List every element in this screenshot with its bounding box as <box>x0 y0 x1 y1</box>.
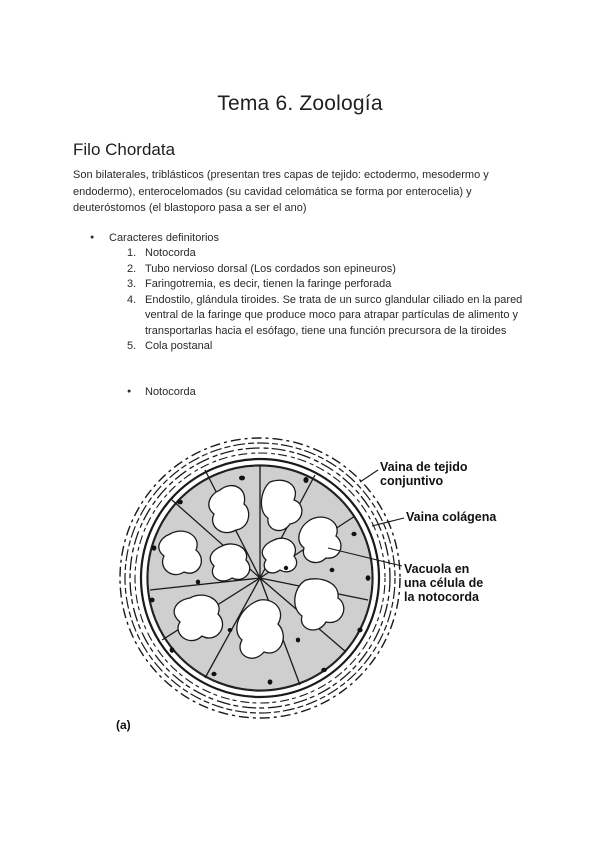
page-title: Tema 6. Zoología <box>217 92 383 115</box>
label-vacuole <box>404 562 483 604</box>
notocorda-bullet-text: Notocorda <box>145 386 196 398</box>
label-line: Vaina de tejido <box>380 460 468 474</box>
list-number: 1. <box>127 247 137 259</box>
characters-heading-text: Caracteres definitorios <box>109 232 220 244</box>
intro-paragraph: Son bilaterales, triblásticos (presentan tres capas de tejido: ectodermo, mesodermo y endodermo), enterocelomados (su cavidad celomática se forma por enterocelia) y deuteróstomos (el blastoporo pasa a ser el ano) <box>73 169 489 214</box>
characters-heading <box>73 230 543 246</box>
list-item <box>73 246 543 262</box>
list-text: Tubo nervioso dorsal (Los cordados son epineuros) <box>145 262 396 275</box>
label-line: Vacuola en <box>404 562 470 576</box>
list-number: 5. <box>127 340 137 352</box>
bullet-icon: ● <box>127 388 132 395</box>
notochord-drawing <box>120 438 404 718</box>
numbered-list <box>73 246 543 355</box>
list-item <box>73 293 543 340</box>
figure-caption: (a) <box>116 718 131 732</box>
list-number: 2. <box>127 262 137 275</box>
label-collagen-sheath <box>406 510 496 524</box>
list-text: Cola postanal <box>145 340 213 352</box>
list-number: 3. <box>127 278 137 290</box>
numbered-list-wrapper <box>73 246 543 355</box>
list-text: Notocorda <box>145 247 196 259</box>
list-item <box>73 339 543 355</box>
label-connective-sheath <box>380 460 468 488</box>
list-item <box>73 277 543 293</box>
list-text: Faringotremia, es decir, tienen la faringe perforada <box>145 278 392 290</box>
label-line: una célula de <box>404 576 484 590</box>
characters-list <box>73 230 543 355</box>
section-title: Filo Chordata <box>73 140 176 159</box>
label-line: conjuntivo <box>380 474 444 488</box>
label-line: Vaina colágena <box>406 510 497 524</box>
list-text: Endostilo, glándula tiroides. Se trata de un surco glandular ciliado en la pared ventral de la faringe que produce moco para atrapar partículas de alimento y transportarlas hacia el esófago, tiene una función precursora de la tiroides <box>145 293 523 337</box>
list-number: 4. <box>127 293 137 306</box>
list-item <box>73 262 543 278</box>
label-line: la notocorda <box>404 590 480 604</box>
